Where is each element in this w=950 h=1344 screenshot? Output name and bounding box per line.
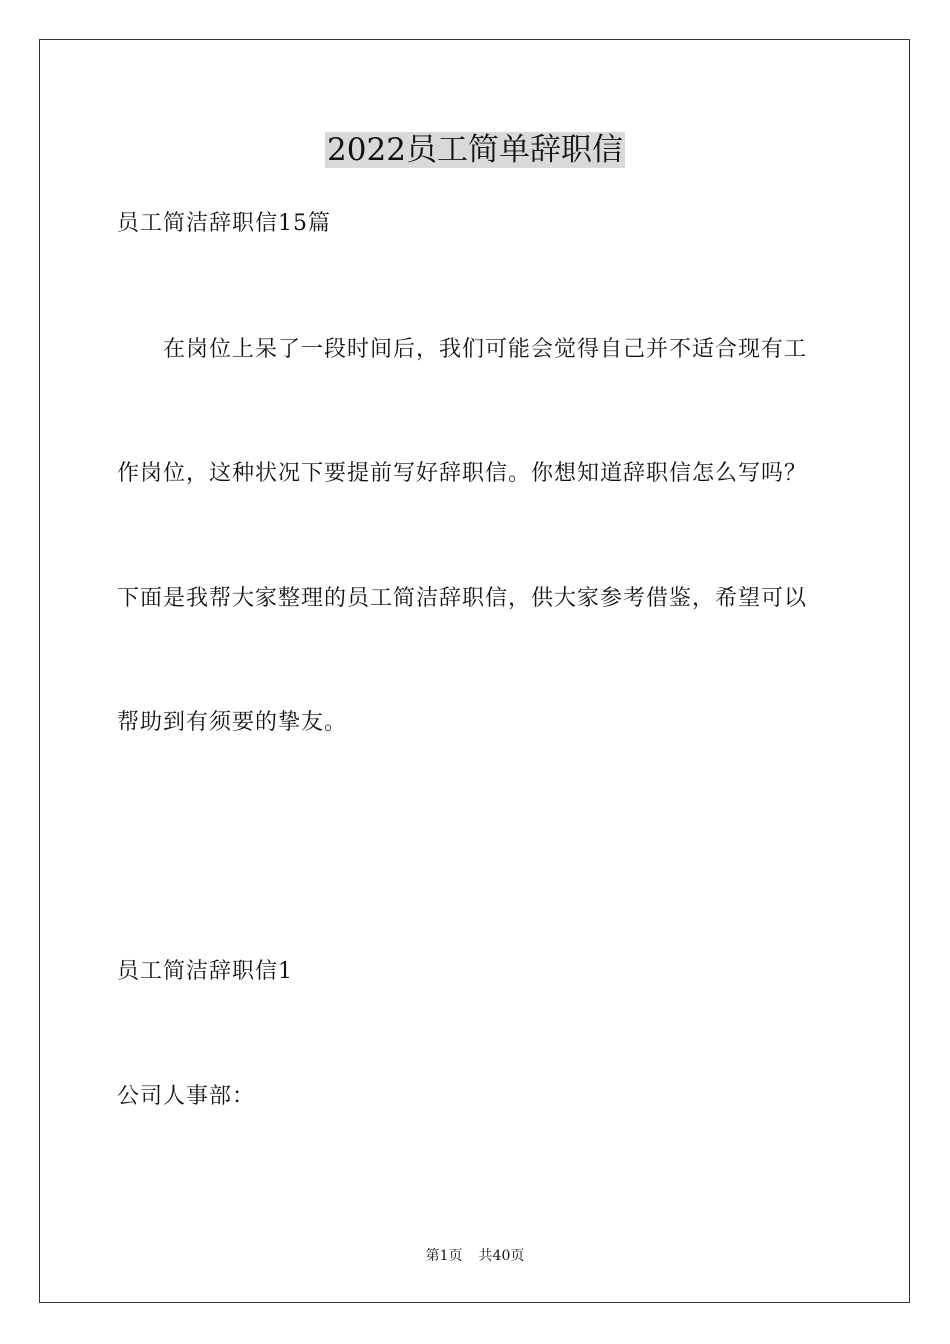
intro-line-2: 作岗位，这种状况下要提前写好辞职信。你想知道辞职信怎么写吗？ <box>117 461 808 486</box>
page-total: 共40页 <box>478 1248 525 1264</box>
page-number: 第1页 <box>425 1248 463 1264</box>
page-footer <box>0 1247 950 1265</box>
section-heading: 员工简洁辞职信1 <box>117 959 293 984</box>
document-title-text: 2022员工简单辞职信 <box>327 132 623 168</box>
salutation: 公司人事部： <box>117 1084 256 1109</box>
document-subtitle: 员工简洁辞职信15篇 <box>117 211 331 236</box>
intro-line-4: 帮助到有须要的挚友。 <box>117 710 348 735</box>
intro-line-1: 在岗位上呆了一段时间后，我们可能会觉得自己并不适合现有工 <box>163 337 808 362</box>
intro-line-3: 下面是我帮大家整理的员工简洁辞职信，供大家参考借鉴，希望可以 <box>117 586 808 611</box>
document-title <box>0 128 950 172</box>
